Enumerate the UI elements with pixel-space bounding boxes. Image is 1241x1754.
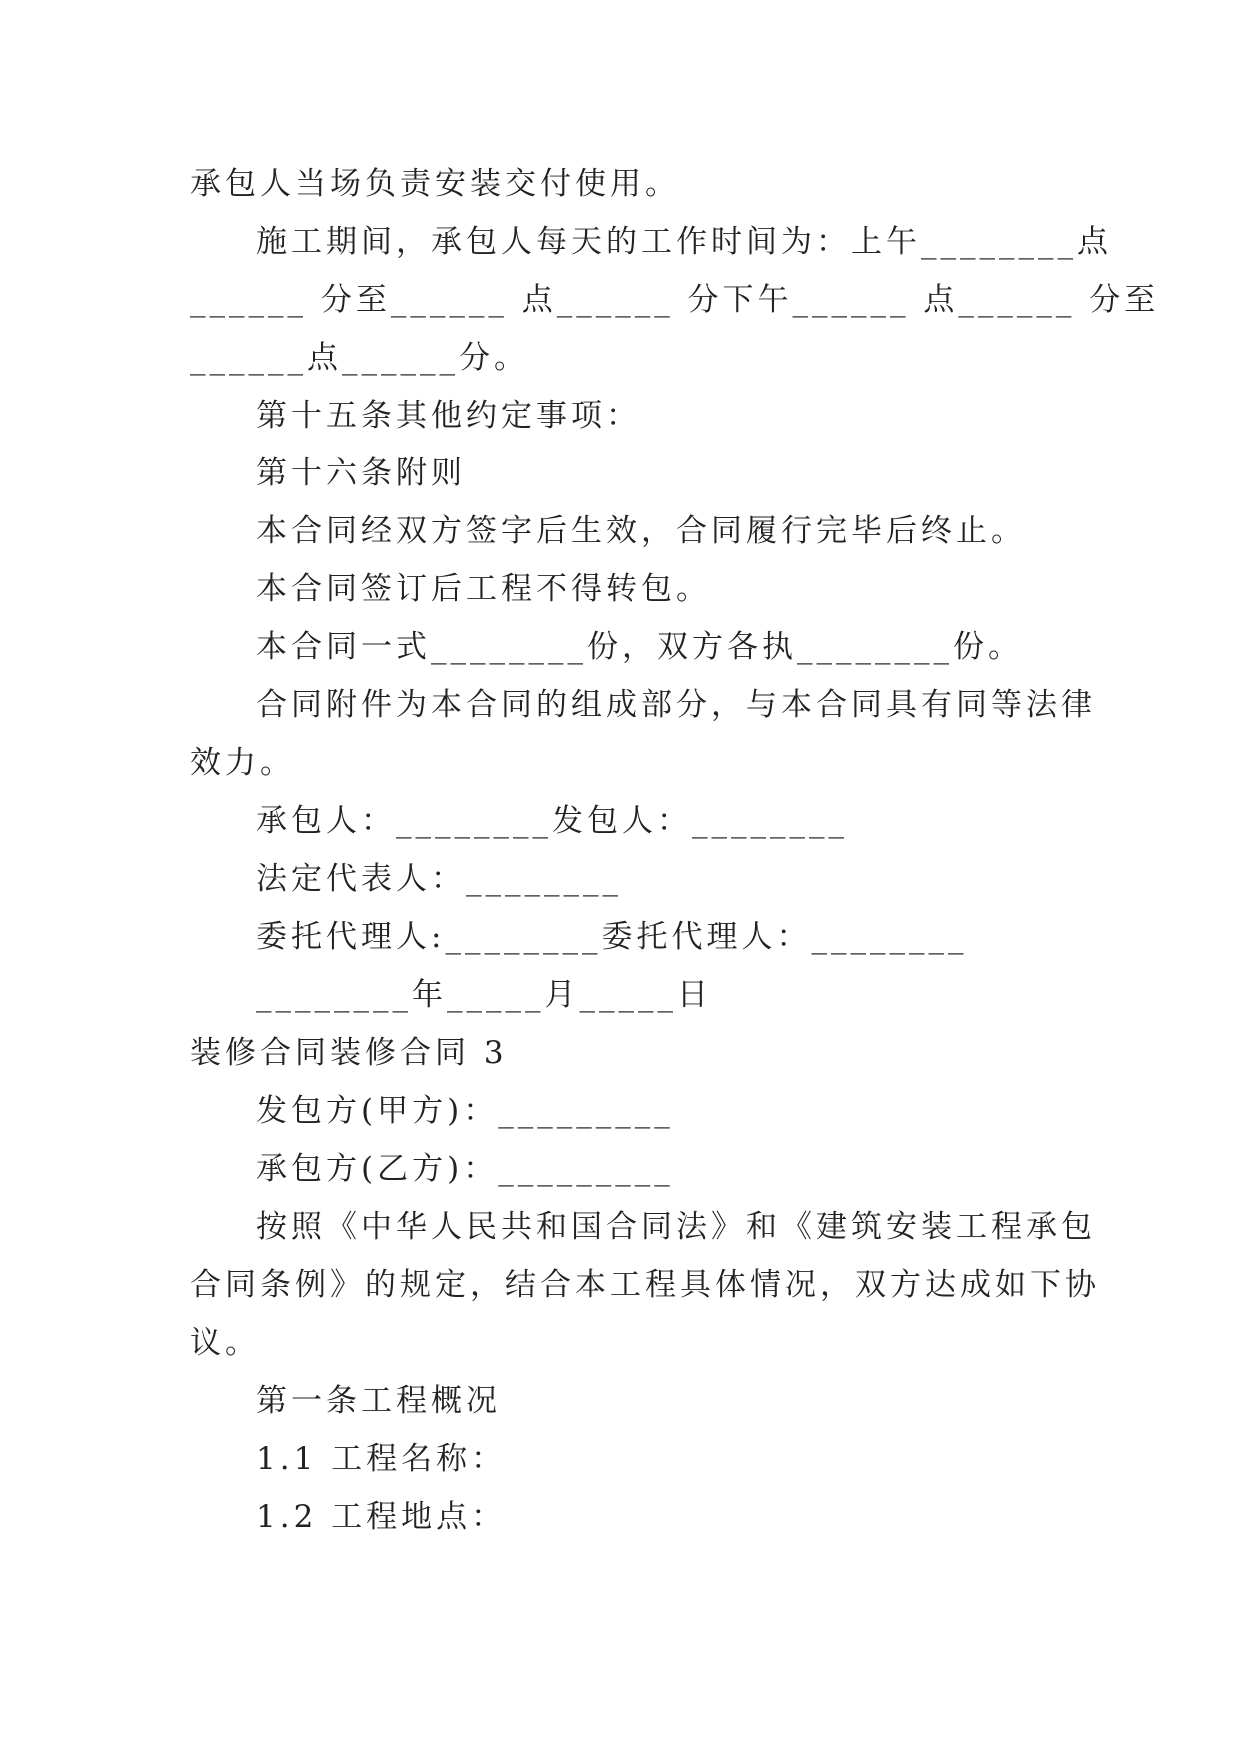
- section-title: 装修合同装修合同 3: [190, 1035, 508, 1071]
- signature-contractor-line: 承包人：________发包人：________: [256, 803, 848, 839]
- legal-representative-line: 法定代表人：________: [256, 861, 622, 897]
- date-line: ________年_____月_____日: [256, 977, 712, 1013]
- project-location-line: 1.2 工程地点：: [256, 1499, 507, 1535]
- agent-line: 委托代理人:________委托代理人：________: [256, 919, 968, 955]
- article-1-heading: 第一条工程概况: [256, 1383, 501, 1419]
- text-line-2: 施工期间，承包人每天的工作时间为：上午________点: [256, 224, 1112, 260]
- article-15-heading: 第十五条其他约定事项：: [256, 398, 641, 434]
- text-line-1: 承包人当场负责安装交付使用。: [190, 166, 680, 202]
- text-line-4: ______点______分。: [190, 340, 529, 376]
- text-line-3: ______ 分至______ 点______ 分下午______ 点______ 分至: [190, 282, 1160, 318]
- text-line-20: 合同条例》的规定，结合本工程具体情况，双方达成如下协: [190, 1267, 1100, 1303]
- project-name-line: 1.1 工程名称：: [256, 1441, 507, 1477]
- text-line-21: 议。: [190, 1325, 260, 1361]
- text-line-9: 本合同一式________份，双方各执________份。: [256, 629, 1023, 665]
- text-line-8: 本合同签订后工程不得转包。: [256, 571, 711, 607]
- text-line-11: 效力。: [190, 745, 295, 781]
- article-16-heading: 第十六条附则: [256, 455, 466, 491]
- text-line-7: 本合同经双方签字后生效，合同履行完毕后终止。: [256, 513, 1026, 549]
- party-a-line: 发包方(甲方)：_________: [256, 1093, 674, 1129]
- text-line-19: 按照《中华人民共和国合同法》和《建筑安装工程承包: [256, 1209, 1096, 1245]
- party-b-line: 承包方(乙方)：_________: [256, 1151, 674, 1187]
- text-line-10: 合同附件为本合同的组成部分，与本合同具有同等法律: [256, 687, 1096, 723]
